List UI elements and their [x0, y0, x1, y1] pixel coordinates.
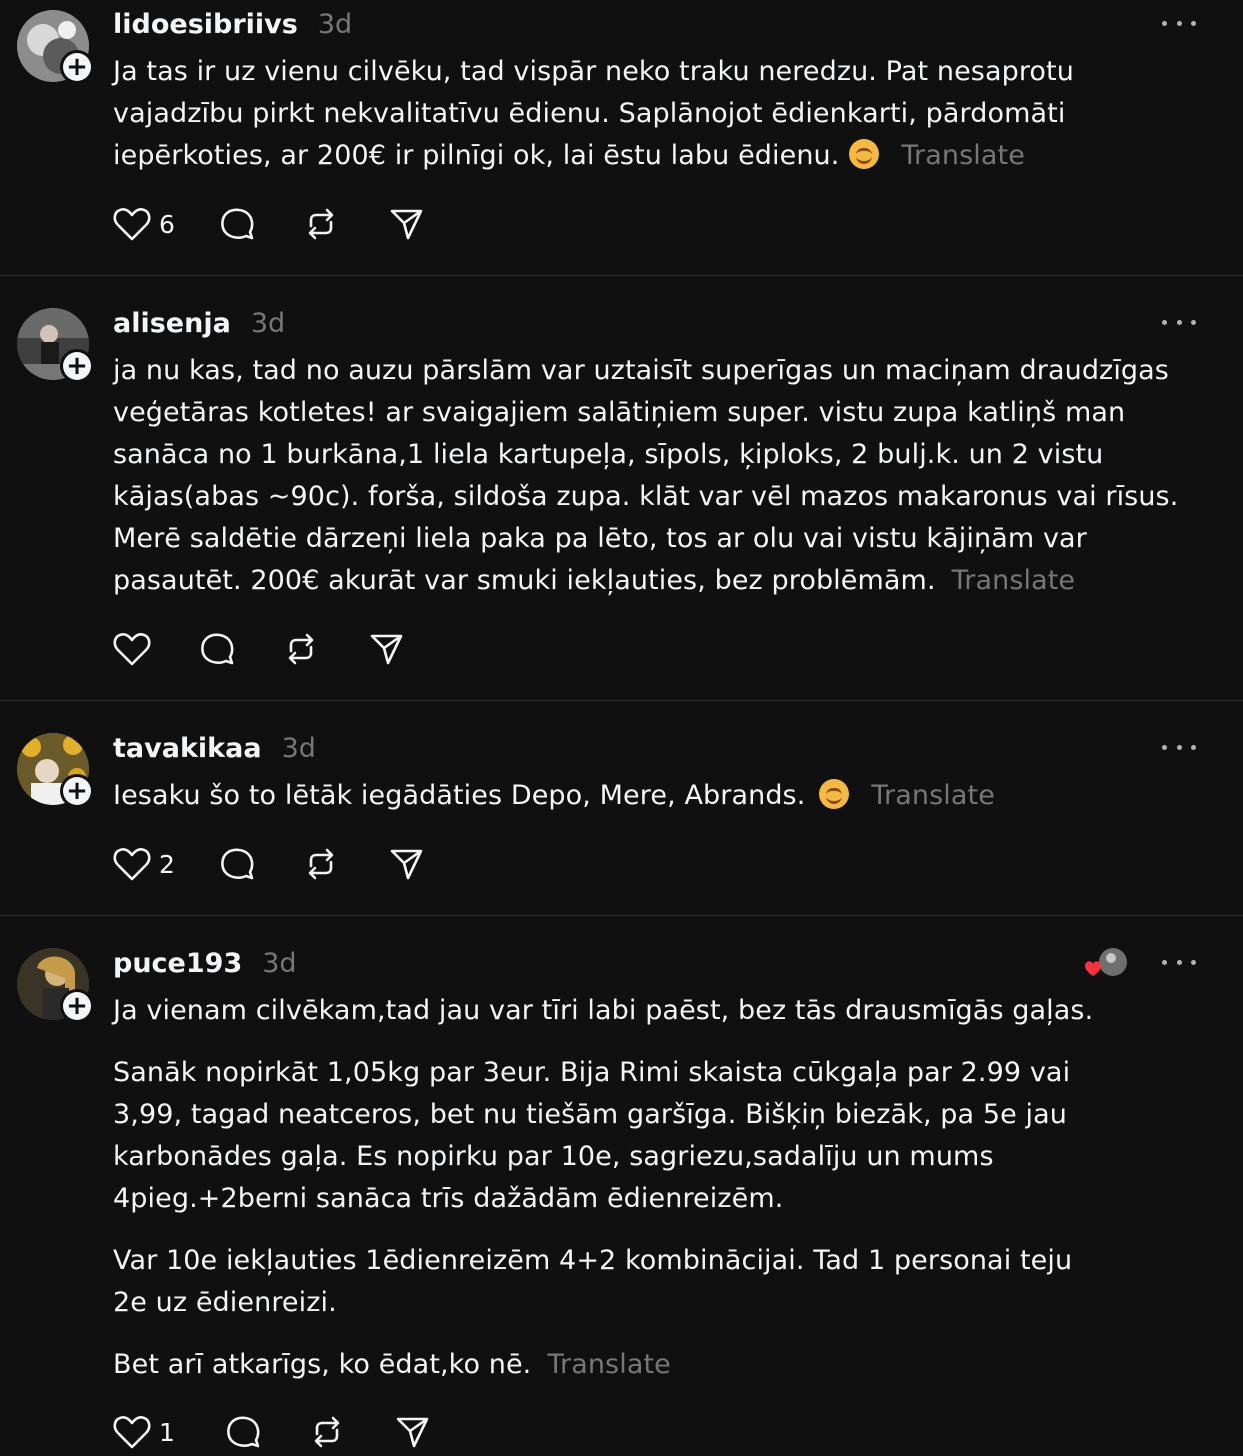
post-card [0, 701, 1243, 915]
more-icon[interactable] [1162, 952, 1196, 972]
translate-link[interactable]: Translate [871, 780, 995, 811]
repost-icon [303, 846, 339, 882]
more-icon[interactable] [1162, 13, 1196, 33]
reply-button[interactable] [219, 844, 255, 884]
follow-button[interactable] [60, 989, 94, 1023]
action-bar [113, 204, 425, 244]
post-card [0, 0, 1243, 275]
reply-button[interactable] [225, 1412, 261, 1452]
repost-button[interactable] [303, 844, 339, 884]
paragraph: Sanāk nopirkāt 1,05kg par 3eur. Bija Rimi skaista cūkgaļa par 2.99 vai 3,99, tagad neatceros, bet nu tiešām garšīga. Bišķiņ biezāk, pa 5e jau karbonādes gaļa. Es nopirku par 10e, sagriezu,sadalīju un mums 4pieg.+2berni sanāca trīs dažādām ēdienreizēm. [113, 1057, 1071, 1214]
paragraph: Bet arī atkarīgs, ko ēdat,ko nē. [113, 1349, 532, 1380]
username[interactable]: tavakikaa [113, 732, 262, 764]
comment-icon [219, 206, 255, 242]
send-icon [389, 846, 425, 882]
more-icon[interactable] [1162, 312, 1196, 332]
repost-icon [309, 1414, 345, 1450]
repost-button[interactable] [283, 629, 319, 669]
smiling-face-emoji [849, 139, 879, 169]
like-count: 6 [159, 209, 175, 239]
share-button[interactable] [369, 629, 405, 669]
heart-icon [113, 846, 151, 882]
repost-button[interactable] [309, 1412, 345, 1452]
plus-icon: + [63, 352, 91, 380]
liked-by-avatars[interactable] [1083, 946, 1129, 978]
more-icon[interactable] [1162, 737, 1196, 757]
post-header [113, 7, 352, 41]
post-header [113, 306, 285, 340]
heart-icon [113, 631, 151, 667]
plus-icon: + [63, 992, 91, 1020]
comment-icon [219, 846, 255, 882]
like-count: 2 [159, 849, 175, 879]
follow-button[interactable] [60, 349, 94, 383]
plus-icon: + [63, 777, 91, 805]
send-icon [389, 206, 425, 242]
username[interactable]: lidoesibriivs [113, 8, 298, 40]
translate-link[interactable]: Translate [547, 1349, 671, 1380]
reply-button[interactable] [219, 204, 255, 244]
follow-button[interactable] [60, 774, 94, 808]
paragraph: Ja vienam cilvēkam,tad jau var tīri labi paēst, bez tās drausmīgās gaļas. [113, 995, 1094, 1026]
action-bar [113, 629, 405, 669]
action-bar [113, 844, 425, 884]
timestamp[interactable]: 3d [317, 8, 353, 40]
translate-link[interactable]: Translate [951, 565, 1076, 596]
smiling-face-emoji [819, 779, 849, 809]
timestamp[interactable]: 3d [250, 307, 286, 339]
follow-button[interactable] [60, 50, 94, 84]
like-count: 1 [159, 1417, 175, 1447]
paragraph: Var 10e iekļauties 1ēdienreizēm 4+2 kombinācijai. Tad 1 personai teju 2e uz ēdienreizi. [113, 1245, 1073, 1318]
like-button[interactable] [113, 204, 175, 244]
translate-link[interactable]: Translate [901, 140, 1025, 171]
post-card [0, 916, 1243, 1456]
post-header [113, 731, 316, 765]
post-text [113, 350, 1203, 602]
post-text [113, 990, 1203, 1386]
heart-icon [113, 206, 151, 242]
plus-icon: + [63, 53, 91, 81]
reply-button[interactable] [199, 629, 235, 669]
username[interactable]: puce193 [113, 947, 243, 979]
share-button[interactable] [389, 844, 425, 884]
comment-icon [199, 631, 235, 667]
timestamp[interactable]: 3d [281, 732, 316, 764]
send-icon [369, 631, 405, 667]
post-card [0, 276, 1243, 700]
heart-icon [113, 1414, 151, 1450]
share-button[interactable] [389, 204, 425, 244]
paragraph: ja nu kas, tad no auzu pārslām var uztaisīt superīgas un maciņam draudzīgas veģetāras kotletes! ar svaigajiem salātiņiem super. vistu zupa katliņš man sanāca no 1 burkāna,1 liela kartupeļa, sīpols, ķiploks, 2 bulj.k. un 2 vistu kājas(abas ~90c). forša, sildoša zupa. klāt var vēl mazos makaronus vai rīsus. Merē saldētie dārzeņi liela paka pa lēto, tos ar olu vai vistu kājiņām var pasautēt. 200€ akurāt var smuki iekļauties, bez problēmām. [113, 355, 1179, 596]
like-button[interactable] [113, 844, 175, 884]
username[interactable]: alisenja [113, 307, 231, 339]
paragraph: Ja tas ir uz vienu cilvēku, tad vispār neko traku neredzu. Pat nesaprotu vajadzību pirkt nekvalitatīvu ēdienu. Saplānojot ēdienkarti, pārdomāti iepērkoties, ar 200€ ir pilnīgi ok, lai ēstu labu ēdienu. [113, 56, 1074, 171]
post-text [113, 51, 1203, 177]
heart-icon [1085, 961, 1101, 976]
like-button[interactable] [113, 1412, 175, 1452]
send-icon [395, 1414, 431, 1450]
post-header [113, 946, 297, 980]
repost-button[interactable] [303, 204, 339, 244]
repost-icon [283, 631, 319, 667]
repost-icon [303, 206, 339, 242]
like-button[interactable] [113, 629, 159, 669]
post-text [113, 775, 1203, 817]
action-bar [113, 1412, 431, 1452]
timestamp[interactable]: 3d [262, 947, 297, 979]
share-button[interactable] [395, 1412, 431, 1452]
paragraph: Iesaku šo to lētāk iegādāties Depo, Mere, Abrands. [113, 780, 806, 811]
comment-icon [225, 1414, 261, 1450]
